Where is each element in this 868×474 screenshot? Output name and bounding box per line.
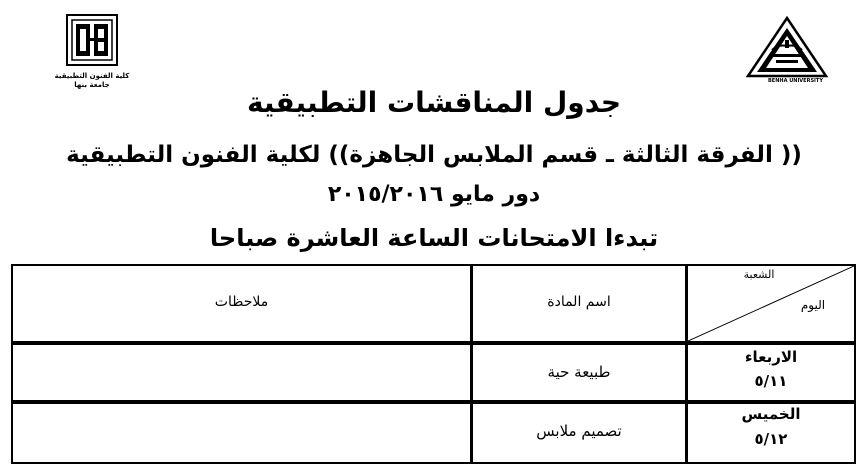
table-row-divider xyxy=(11,400,856,404)
row-subject: طبيعة حية xyxy=(547,363,611,381)
page-subtitle: (( الفرقة الثالثة ـ قسم الملابس الجاهزة)) لكلية الفنون التطبيقية xyxy=(66,142,802,168)
pyramid-emblem-icon xyxy=(742,14,832,84)
row-date: ٥/١٢ xyxy=(754,430,788,448)
table-border-right xyxy=(854,264,856,464)
table-border-bottom xyxy=(11,462,856,464)
header-day: اليوم xyxy=(800,298,826,312)
row-day: الاربعاء xyxy=(744,348,798,366)
exam-session: دور مايو ٢٠١٥/٢٠١٦ xyxy=(327,182,541,207)
header-division: الشعبة xyxy=(743,268,775,281)
header-notes: ملاحظات xyxy=(214,294,269,310)
page-title: جدول المناقشات التطبيقية xyxy=(246,86,622,119)
exam-start-time: تبدءا الامتحانات الساعة العاشرة صباحا xyxy=(209,224,659,252)
header-subject: اسم المادة xyxy=(547,294,611,310)
university-logo-caption: BENHA UNIVERSITY xyxy=(768,78,823,84)
faculty-name: كلية الفنون التطبيقية xyxy=(54,72,130,80)
row-day: الخميس xyxy=(741,405,801,423)
row-date: ٥/١١ xyxy=(754,372,788,390)
university-logo xyxy=(742,14,832,94)
table-header-divider xyxy=(11,341,856,345)
university-name: جامعة بنها xyxy=(74,81,110,89)
row-subject: تصميم ملابس xyxy=(536,422,622,440)
schedule-table xyxy=(11,264,856,464)
faculty-emblem-icon xyxy=(66,14,118,66)
